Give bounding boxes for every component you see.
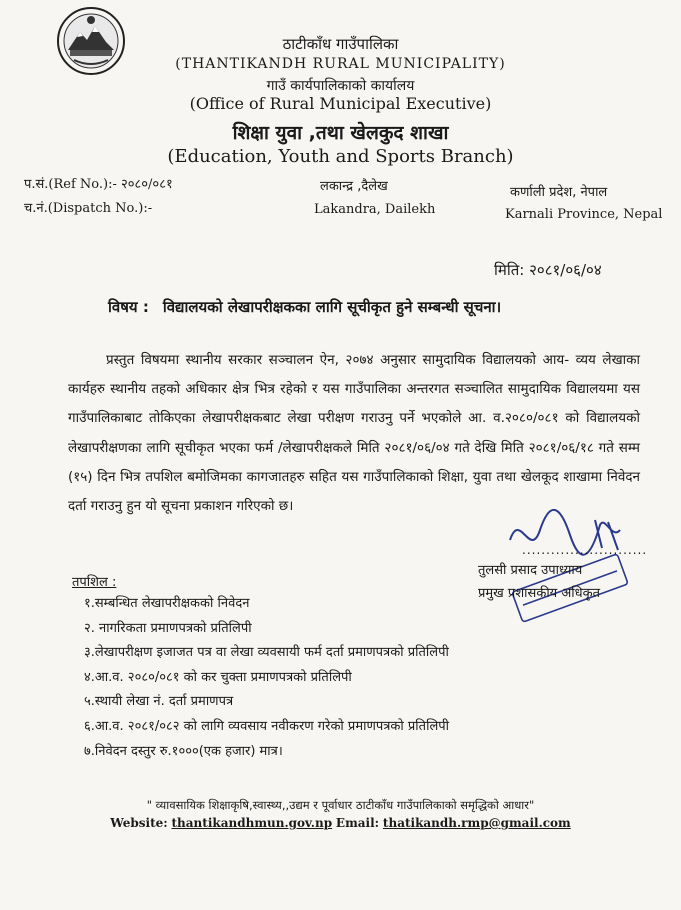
signature-line: .......................... — [522, 543, 648, 557]
location-en: Lakandra, Dailekh — [314, 202, 436, 217]
enclosure-item: ७.निवेदन दस्तुर रु.१०००(एक हजार) मात्र। — [84, 743, 283, 759]
signatory-title: प्रमुख प्रशासकीय अधिकृत — [478, 586, 601, 601]
subject-line — [108, 297, 501, 317]
signatory-name: तुलसी प्रसाद उपाध्याय — [478, 563, 583, 578]
enclosure-item: ३.लेखापरीक्षण इजाजत पत्र वा लेखा व्यवसायी फर्म दर्ता प्रमाणपत्रको प्रतिलिपी — [84, 645, 449, 661]
municipality-name-np: ठाटीकाँध गाउँपालिका — [282, 35, 399, 53]
enclosure-item: ५.स्थायी लेखा नं. दर्ता प्रमाणपत्र — [84, 694, 234, 710]
enclosure-item: ४.आ.व. २०८०/०८१ को कर चुक्ता प्रमाणपत्रको प्रतिलिपी — [84, 669, 352, 685]
website-link[interactable]: thantikandhmun.gov.np — [171, 816, 333, 830]
branch-name-np: शिक्षा युवा ,तथा खेलकुद शाखा — [232, 122, 449, 144]
reference-number: प.सं.(Ref No.):- २०८०/०८१ — [24, 177, 173, 192]
branch-name-en: (Education, Youth and Sports Branch) — [167, 146, 514, 167]
email-label: Email: — [335, 816, 380, 830]
enclosure-item: ६.आ.व. २०८१/०८२ को लागि व्यवसाय नवीकरण गरेको प्रमाणपत्रको प्रतिलिपी — [84, 718, 450, 734]
enclosures-heading: तपशिल : — [72, 575, 117, 590]
dispatch-number: च.नं.(Dispatch No.):- — [24, 201, 153, 216]
enclosure-item: १.सम्बन्धित लेखापरीक्षकको निवेदन — [84, 596, 250, 611]
province-en: Karnali Province, Nepal — [505, 207, 663, 222]
subject-text: विद्यालयको लेखापरीक्षकका लागि सूचीकृत हुने सम्बन्धी सूचना। — [162, 298, 502, 316]
notice-body: प्रस्तुत विषयमा स्थानीय सरकार सञ्चालन ऐन, २०७४ अनुसार सामुदायिक विद्यालयको आय- व्यय लेखाका कार्यहरु स्थानीय तहको अधिकार क्षेत्र भित्र रहेको र यस गाउँपालिका अन्तरगत सञ्चालित सामुदायिक विद्यालयमा यस गाउँपालिकाबाट तोकिएका लेखापरीक्षकबाट लेखा परीक्षण गराउनु पर्ने भएकोले आ. व.२०८०/०८१ को विद्यालयको लेखापरीक्षणका लागि सूचीकृत भएका फर्म /लेखापरीक्षकले मिति २०८१/०६/०४ गते देखि मिति २०८१/०६/१८ गते सम्म (१५) दिन भित्र तपशिल बमोजिमका कागजातहरु सहित यस गाउँपालिकाको शिक्षा, युवा तथा खेलकूद शाखामा निवेदन दर्ता गराउनु हुन यो सूचना प्रकाशन गरिएको छ। — [68, 352, 640, 515]
municipality-name-en: (THANTIKANDH RURAL MUNICIPALITY) — [175, 56, 506, 72]
province-np: कर्णाली प्रदेश, नेपाल — [510, 185, 608, 200]
office-name-np: गाउँ कार्यपालिकाको कार्यालय — [266, 78, 415, 94]
footer-contact — [0, 816, 681, 830]
email-link[interactable]: thatikandh.rmp@gmail.com — [382, 816, 571, 830]
website-label: Website: — [110, 816, 168, 830]
enclosures-list — [84, 592, 449, 764]
footer-motto: " व्यावसायिक शिक्षाकृषि,स्वास्थ्य,,उद्यम र पूर्वाधार ठाटीकाँध गाउँपालिकाको समृद्धिको आधार" — [146, 798, 535, 812]
office-name-en: (Office of Rural Municipal Executive) — [189, 94, 492, 113]
enclosure-item: २. नागरिकता प्रमाणपत्रको प्रतिलिपी — [84, 620, 252, 636]
location-np: लकान्द्र ,दैलेख — [320, 179, 388, 194]
subject-label: विषय : — [108, 298, 149, 316]
letter-date: मिति: २०८१/०६/०४ — [494, 261, 602, 279]
